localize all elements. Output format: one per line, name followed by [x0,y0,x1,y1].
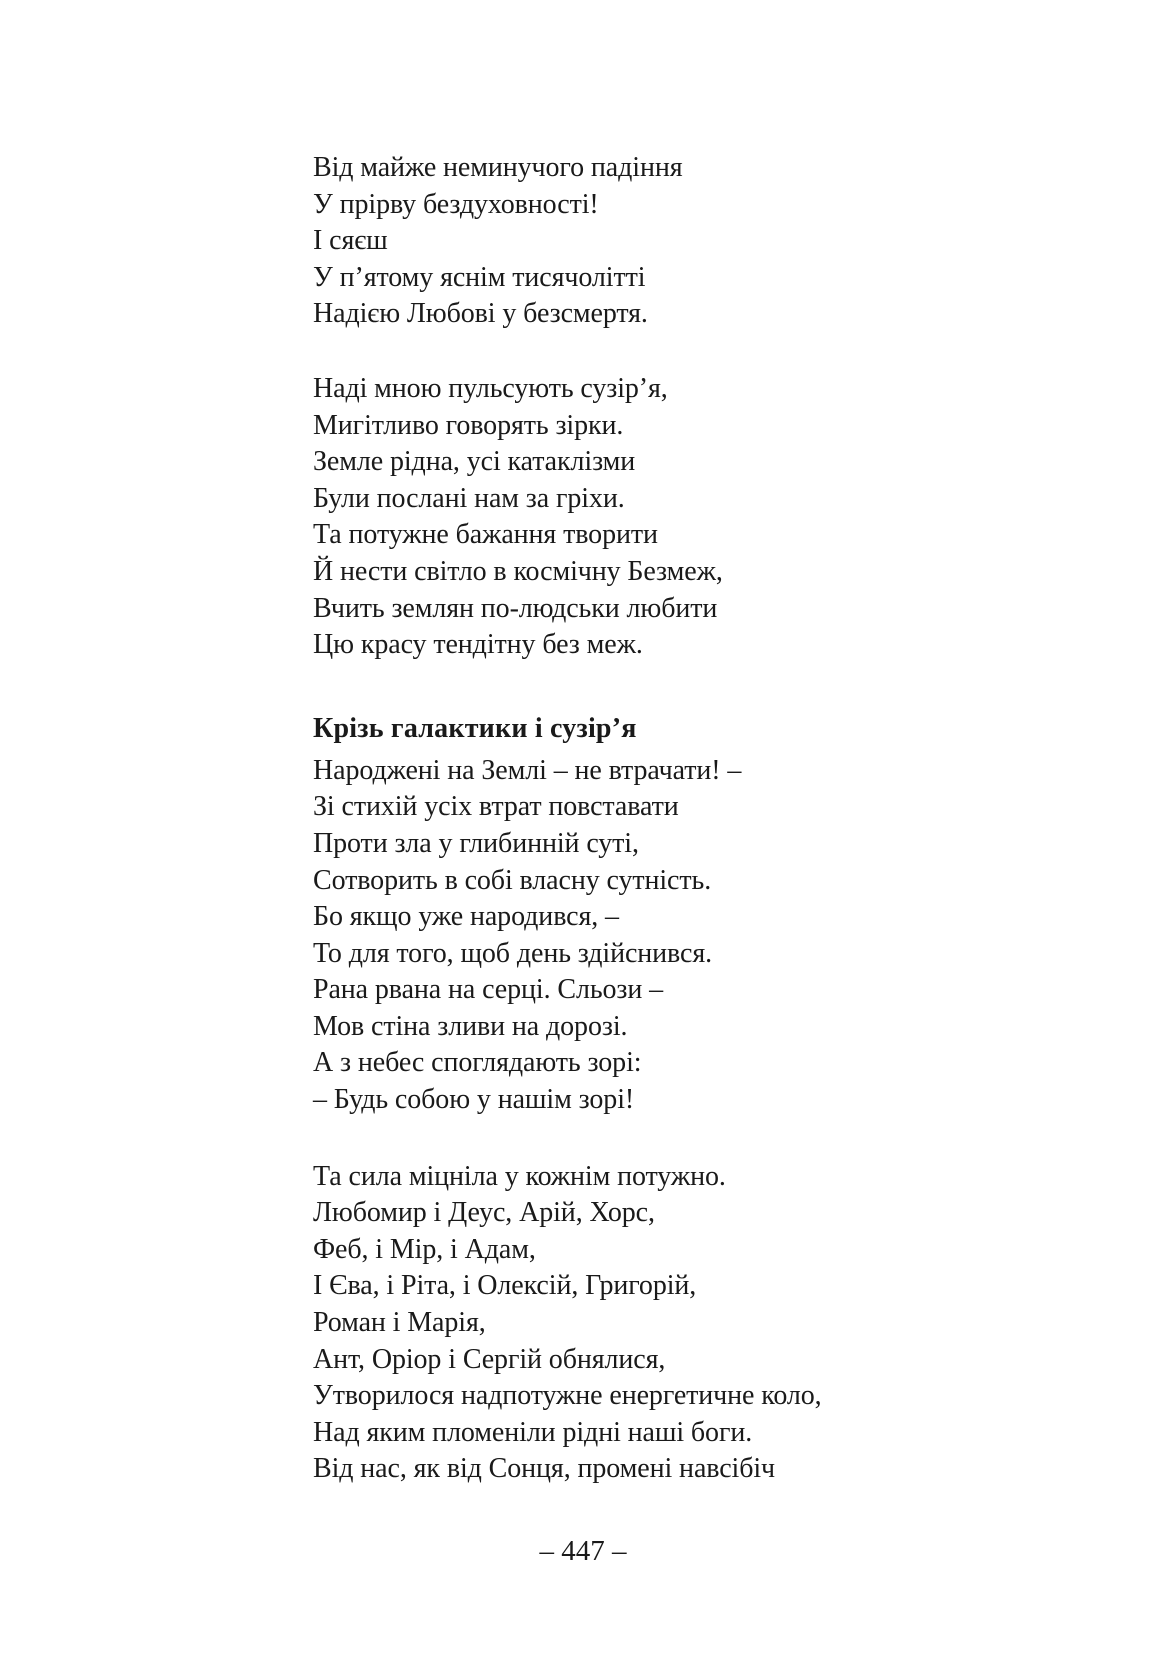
verse-line: Земле рідна, усі катаклізми [313,446,636,478]
verse-line: Від нас, як від Сонця, промені навсібіч [313,1453,776,1485]
text-column [313,150,1033,1488]
verse-line: Бо якщо уже народився, – [313,901,619,933]
verse-line: Надією Любові у безсмертя. [313,298,648,330]
verse-line: І сяєш [313,225,388,257]
verse-line: І Єва, і Ріта, і Олексій, Григорій, [313,1270,697,1302]
stanza-2 [313,371,1033,664]
verse-line: Народжені на Землі – не втрачати! – [313,754,742,786]
stanza-gap [313,1119,1033,1159]
verse-line: Утворилося надпотужне енергетичне коло, [313,1380,822,1412]
verse-line: У прірву бездуховності! [313,188,599,220]
verse-line: Роман і Марія, [313,1307,486,1339]
verse-line: Феб, і Мір, і Адам, [313,1233,536,1265]
verse-line: У п’ятому яснім тисячолітті [313,261,646,293]
verse-line: То для того, щоб день здійснився. [313,937,713,969]
verse-line: Любомир і Деус, Арій, Хорс, [313,1197,655,1229]
verse-line: Зі стихій усіх втрат повставати [313,791,679,823]
stanza-3 [313,753,1033,1119]
stanza-1 [313,150,1033,333]
verse-line: Сотворить в собі власну сутність. [313,864,712,896]
verse-line: Проти зла у глибинній суті, [313,827,639,859]
verse-line: Мигітливо говорять зірки. [313,409,624,441]
stanza-4 [313,1159,1033,1488]
verse-line: Та сила міцніла у кожнім потужно. [313,1160,726,1192]
verse-line: – Будь собою у нашім зорі! [313,1084,635,1116]
poem-title: Крізь галактики і сузір’я [313,712,637,744]
verse-line: Та потужне бажання творити [313,519,658,551]
verse-line: А з небес споглядають зорі: [313,1047,642,1079]
verse-line: Мов стіна зливи на дорозі. [313,1010,628,1042]
verse-line: Вчить землян по-людськи любити [313,592,718,624]
verse-line: Й нести світло в космічну Безмеж, [313,555,723,587]
verse-line: Над яким пломеніли рідні наші боги. [313,1416,753,1448]
verse-line: Цю красу тендітну без меж. [313,629,643,661]
verse-line: Наді мною пульсують сузір’я, [313,372,668,404]
section-gap [313,664,1033,711]
verse-line: Рана рвана на серці. Сльози – [313,974,664,1006]
verse-line: Були послані нам за гріхи. [313,482,625,514]
verse-line: Від майже неминучого падіння [313,152,683,183]
stanza-gap [313,333,1033,371]
verse-line: Ант, Оріор і Сергій обнялися, [313,1343,666,1375]
page-number: – 447 – [539,1535,627,1567]
